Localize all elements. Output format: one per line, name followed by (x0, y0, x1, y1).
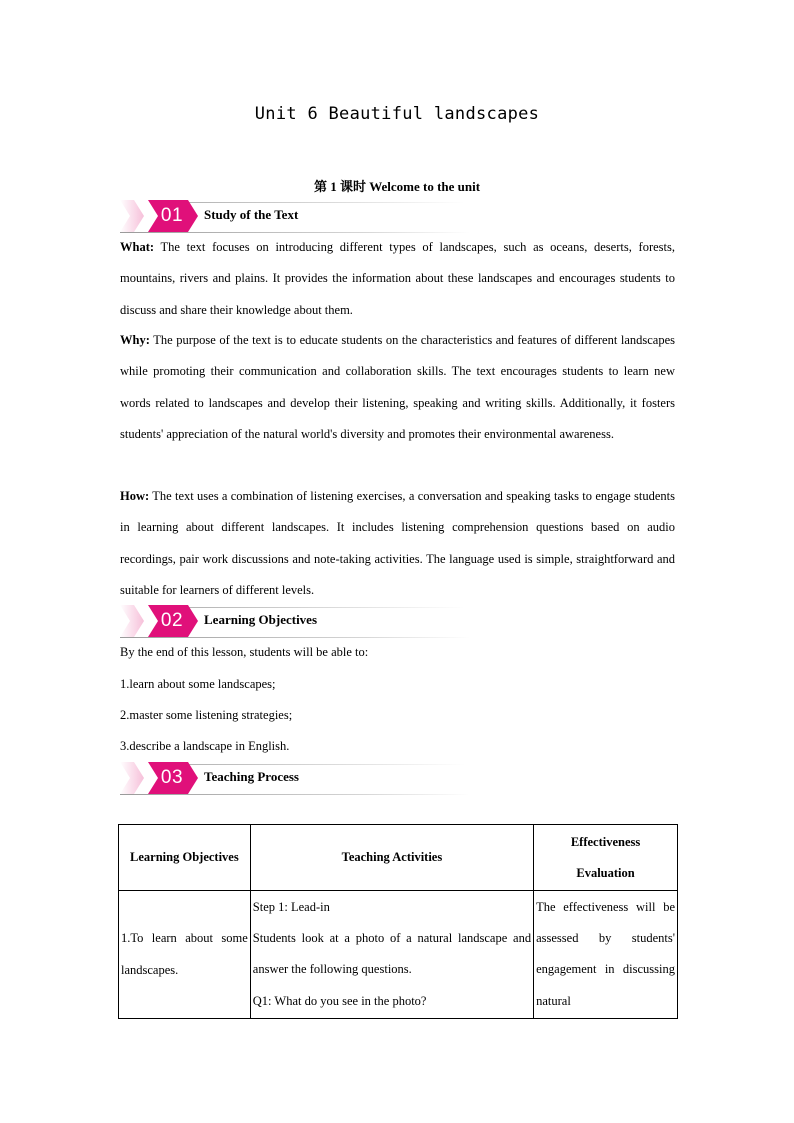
section-header-process (120, 762, 470, 798)
activity-line: Step 1: Lead-in (252, 900, 330, 914)
section-title: Study of the Text (204, 207, 299, 222)
lesson-subtitle: 第 1 课时 Welcome to the unit (313, 179, 481, 194)
what-label: What: (120, 240, 155, 254)
section-rule-top (175, 202, 465, 203)
section-title: Teaching Process (204, 769, 299, 784)
section-number: 03 (160, 767, 184, 788)
activity-line: Q1: What do you see in the photo? (252, 993, 427, 1008)
section-number: 01 (160, 205, 184, 226)
why-label: Why: (120, 333, 150, 347)
table-row (119, 891, 678, 1019)
section-rule-bottom (120, 794, 470, 795)
section-title: Learning Objectives (204, 612, 318, 627)
badge-tail-shape (120, 605, 146, 637)
badge-tail-shape (120, 200, 146, 232)
section-rule-top (175, 607, 465, 608)
activity-line: Students look at a photo of a natural landscape and answer the following questions. (252, 931, 532, 977)
badge-tail-shape (120, 762, 146, 794)
objectives-intro: By the end of this lesson, students will be able to: (120, 645, 369, 659)
section-header-objectives (120, 605, 470, 641)
why-text: The purpose of the text is to educate students on the characteristics and features of different landscapes while promoting their communication and collaboration skills. The text encourages students to learn new words related to landscapes and develop their listening, speaking and writing skills. Additionally, it fosters students' appreciation of the natural world's diversity and promotes their environmental awareness. (120, 333, 675, 441)
header-teaching-activities: Teaching Activities (250, 825, 533, 891)
objective-cell: 1.To learn about some landscapes. (119, 891, 251, 1019)
what-paragraph (120, 232, 675, 326)
header-learning-objectives: Learning Objectives (119, 825, 251, 891)
document-title: Unit 6 Beautiful landscapes (254, 104, 540, 124)
how-label: How: (120, 489, 150, 503)
how-paragraph (120, 481, 675, 606)
how-text: The text uses a combination of listening exercises, a conversation and speaking tasks to engage students in learning about different landscapes. It includes listening comprehension questions based on audio recordings, pair work discussions and note-taking activities. The language used is simple, straightforward and suitable for learners of different levels. (120, 489, 675, 597)
why-paragraph (120, 325, 675, 450)
objective-item: 3.describe a landscape in English. (120, 739, 290, 753)
section-rule-bottom (120, 637, 470, 638)
table-header-row (119, 825, 678, 891)
section-rule-top (175, 764, 465, 765)
activities-cell (250, 891, 533, 1019)
teaching-process-table (118, 824, 678, 1019)
evaluation-cell: The effectiveness will be assessed by students' engagement in discussing natural (534, 891, 678, 1019)
section-number: 02 (160, 610, 184, 631)
objective-item: 1.learn about some landscapes; (120, 677, 276, 691)
objective-item: 2.master some listening strategies; (120, 708, 293, 722)
what-text: The text focuses on introducing different types of landscapes, such as oceans, deserts, forests, mountains, rivers and plains. It provides the information about these landscapes and encourages students to discuss and share their knowledge about them. (120, 240, 675, 317)
section-header-study (120, 200, 470, 236)
header-effectiveness-evaluation: Effectiveness Evaluation (534, 825, 678, 891)
